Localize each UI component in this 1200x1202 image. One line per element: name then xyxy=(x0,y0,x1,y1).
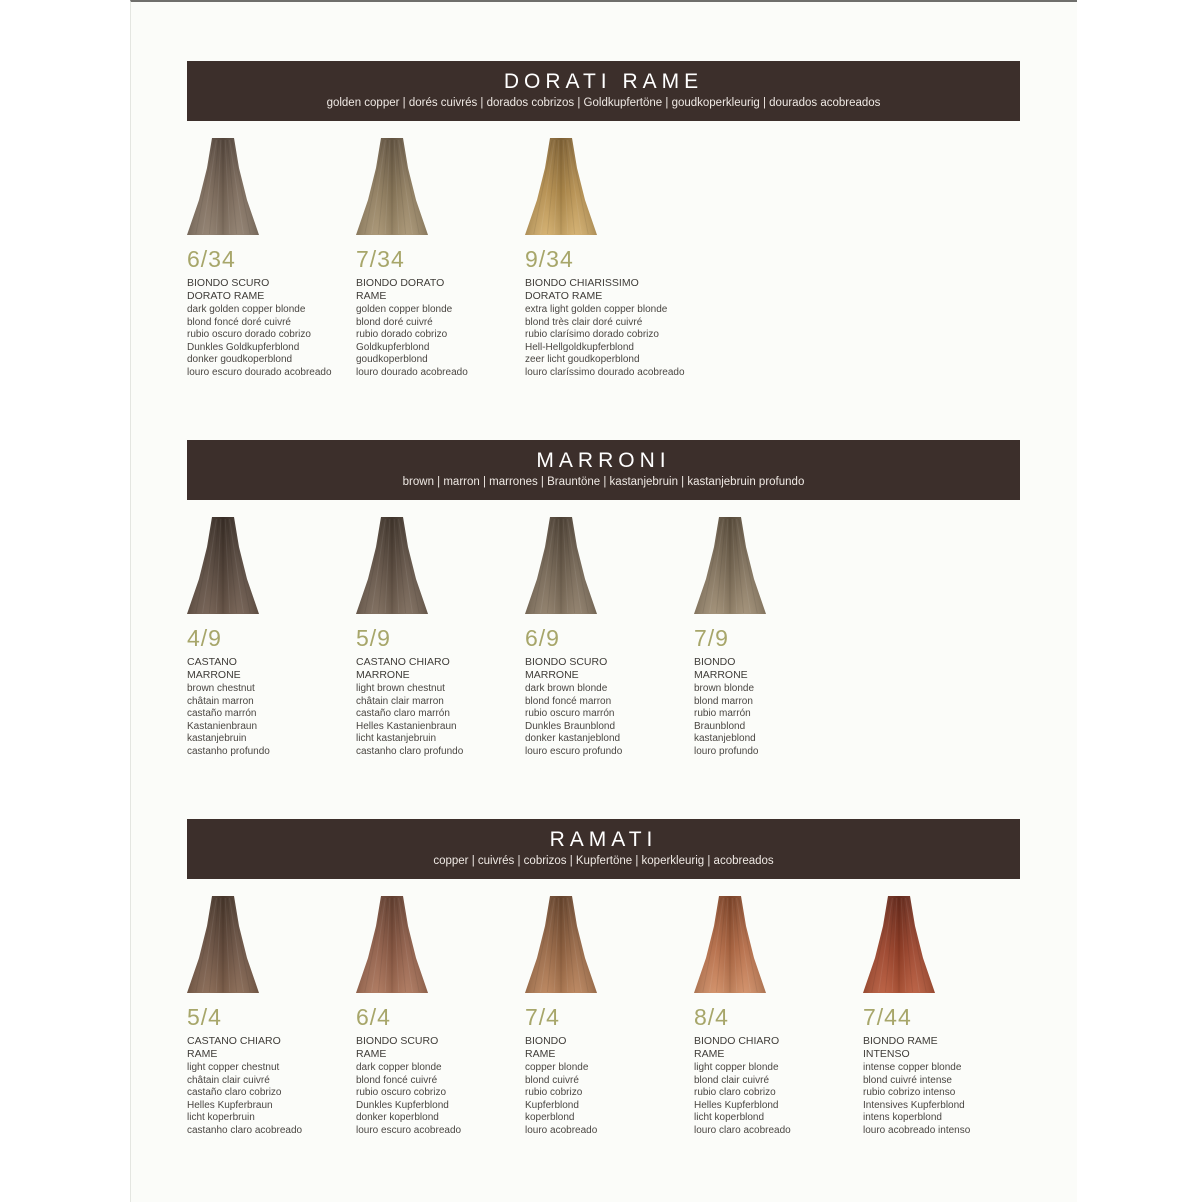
translation-line: châtain clair cuivré xyxy=(187,1074,270,1086)
translation-line: castanho claro acobreado xyxy=(187,1124,303,1136)
shade-name-line: RAME xyxy=(356,1048,387,1060)
shade-name-line: CASTANO CHIARO xyxy=(187,1035,281,1047)
translation-line: louro acobreado intenso xyxy=(863,1124,971,1136)
shade-name xyxy=(694,656,864,682)
hair-swatch xyxy=(694,517,766,615)
shade-name-line: RAME xyxy=(694,1048,725,1060)
shade-translations xyxy=(863,1062,1038,1138)
translation-line: castaño claro marrón xyxy=(356,708,450,720)
shade-translations xyxy=(187,1062,362,1138)
translation-line: blond très clair doré cuivré xyxy=(525,316,643,328)
translation-line: châtain clair marron xyxy=(356,695,444,707)
translation-line: Dunkles Braunblond xyxy=(525,720,616,732)
translation-line: goudkoperblond xyxy=(356,354,428,366)
section-banner xyxy=(187,819,1020,879)
translation-line: dark brown blonde xyxy=(525,683,608,694)
translation-line: castanho profundo xyxy=(187,745,270,757)
translation-line: louro acobreado xyxy=(525,1124,598,1136)
shade-name-line: BIONDO SCURO xyxy=(356,1035,439,1047)
shade-code: 6/4 xyxy=(356,1004,391,1030)
shade-code: 8/4 xyxy=(694,1004,729,1030)
shade-translations xyxy=(694,1062,869,1138)
hair-swatch xyxy=(356,517,428,615)
translation-line: louro escuro dourado acobreado xyxy=(187,366,332,378)
shade-code: 7/4 xyxy=(525,1004,560,1030)
translation-line: intens koperblond xyxy=(863,1112,942,1124)
shade-name-line: BIONDO xyxy=(694,656,736,668)
translation-line: zeer licht goudkoperblond xyxy=(525,354,640,366)
shade-name xyxy=(356,1035,526,1061)
translation-line: Dunkles Kupferblond xyxy=(356,1099,449,1111)
translation-line: rubio cobrizo intenso xyxy=(863,1087,956,1099)
shade-name-line: MARRONE xyxy=(356,669,410,681)
translation-line: donker goudkoperblond xyxy=(187,354,293,366)
shade-translations xyxy=(694,683,869,759)
shade-name xyxy=(525,1035,695,1061)
shade-name-line: BIONDO DORATO xyxy=(356,277,445,289)
shade-name xyxy=(187,656,357,682)
translation-line: castanho claro profundo xyxy=(356,745,464,757)
shade-code: 7/44 xyxy=(863,1004,912,1030)
translation-line: kastanjeblond xyxy=(694,733,756,745)
shade-code: 7/34 xyxy=(356,246,405,272)
shade-name xyxy=(356,656,526,682)
translation-line: Kupferblond xyxy=(525,1099,579,1111)
shade-name xyxy=(694,1035,864,1061)
translation-line: Goldkupferblond xyxy=(356,341,430,353)
translation-line: rubio oscuro dorado cobrizo xyxy=(187,329,311,341)
shade-code: 5/4 xyxy=(187,1004,222,1030)
shade-name-line: BIONDO xyxy=(525,1035,567,1047)
shade-name xyxy=(187,1035,357,1061)
translation-line: licht koperbruin xyxy=(187,1112,255,1124)
shade-translations xyxy=(525,683,700,759)
shade-code: 9/34 xyxy=(525,246,574,272)
translation-line: Helles Kupferblond xyxy=(694,1099,779,1111)
translation-line: louro claro acobreado xyxy=(694,1124,791,1136)
shade-name-line: BIONDO CHIARISSIMO xyxy=(525,277,639,289)
translation-line: licht kastanjebruin xyxy=(356,733,437,745)
translation-line: louro claríssimo dourado acobreado xyxy=(525,366,685,378)
shade-name-line: BIONDO CHIARO xyxy=(694,1035,780,1047)
shade-name xyxy=(187,277,357,303)
shade-translations xyxy=(525,304,700,380)
translation-line: rubio claro cobrizo xyxy=(694,1087,776,1099)
shade-name-line: BIONDO SCURO xyxy=(525,656,608,668)
shade-translations xyxy=(187,683,362,759)
translation-line: extra light golden copper blonde xyxy=(525,304,668,315)
translation-line: dark copper blonde xyxy=(356,1062,442,1073)
translation-line: Intensives Kupferblond xyxy=(863,1099,965,1111)
hair-swatch xyxy=(187,138,259,236)
shade-name xyxy=(525,277,695,303)
translation-line: Dunkles Goldkupferblond xyxy=(187,341,300,353)
shade-name-line: MARRONE xyxy=(187,669,241,681)
shade-name-line: RAME xyxy=(187,1048,218,1060)
translation-line: Kastanienbraun xyxy=(187,720,258,732)
translation-line: blond clair cuivré xyxy=(694,1074,770,1086)
shade-name-line: CASTANO xyxy=(187,656,237,668)
translation-line: Helles Kupferbraun xyxy=(187,1099,273,1111)
translation-line: châtain marron xyxy=(187,695,254,707)
section-banner xyxy=(187,61,1020,121)
translation-line: louro escuro acobreado xyxy=(356,1124,462,1136)
section-title: DORATI RAME xyxy=(503,70,704,93)
shade-translations xyxy=(525,1062,700,1138)
hair-swatch xyxy=(525,138,597,236)
shade-translations xyxy=(356,304,531,380)
shade-translations xyxy=(356,683,531,759)
translation-line: rubio oscuro cobrizo xyxy=(356,1087,447,1099)
translation-line: licht koperblond xyxy=(694,1112,765,1124)
translation-line: koperblond xyxy=(525,1112,575,1124)
section-title: RAMATI xyxy=(549,828,658,851)
translation-line: light copper chestnut xyxy=(187,1062,280,1073)
translation-line: kastanjebruin xyxy=(187,733,247,745)
translation-line: light brown chestnut xyxy=(356,683,445,694)
shade-name-line: RAME xyxy=(525,1048,556,1060)
translation-line: blond foncé cuivré xyxy=(356,1074,438,1086)
section-banner xyxy=(187,440,1020,500)
hair-swatch xyxy=(525,517,597,615)
shade-name-line: MARRONE xyxy=(525,669,579,681)
shade-name xyxy=(356,277,526,303)
translation-line: rubio oscuro marrón xyxy=(525,708,615,720)
hair-swatch xyxy=(187,896,259,994)
hair-swatch xyxy=(356,896,428,994)
translation-line: brown blonde xyxy=(694,683,755,694)
translation-line: donker koperblond xyxy=(356,1112,439,1124)
shade-translations xyxy=(356,1062,531,1138)
translation-line: intense copper blonde xyxy=(863,1062,962,1073)
section-subtitle: brown | marron | marrones | Brauntöne | kastanjebruin | kastanjebruin profundo xyxy=(402,476,805,488)
shade-name-line: RAME xyxy=(356,290,387,302)
hair-swatch xyxy=(863,896,935,994)
translation-line: rubio dorado cobrizo xyxy=(356,329,448,341)
translation-line: louro escuro profundo xyxy=(525,745,623,757)
translation-line: golden copper blonde xyxy=(356,304,453,315)
section-subtitle: golden copper | dorés cuivrés | dorados cobrizos | Goldkupfertöne | goudkoperkleurig | dourados acobreados xyxy=(326,97,881,109)
hair-swatch xyxy=(525,896,597,994)
translation-line: rubio cobrizo xyxy=(525,1087,583,1099)
translation-line: blond foncé marron xyxy=(525,695,612,707)
translation-line: blond cuivré intense xyxy=(863,1074,952,1086)
translation-line: blond foncé doré cuivré xyxy=(187,316,291,328)
translation-line: Helles Kastanienbraun xyxy=(356,720,457,732)
translation-line: brown chestnut xyxy=(187,683,255,694)
translation-line: Hell-Hellgoldkupferblond xyxy=(525,341,634,353)
shade-code: 7/9 xyxy=(694,625,729,651)
shade-name-line: BIONDO RAME xyxy=(863,1035,938,1047)
shade-name xyxy=(525,656,695,682)
translation-line: dark golden copper blonde xyxy=(187,304,306,315)
shade-code: 6/34 xyxy=(187,246,236,272)
hair-swatch xyxy=(356,138,428,236)
shade-name xyxy=(863,1035,1033,1061)
translation-line: louro profundo xyxy=(694,745,759,757)
translation-line: rubio marrón xyxy=(694,708,751,720)
translation-line: rubio clarísimo dorado cobrizo xyxy=(525,329,659,341)
shade-name-line: BIONDO SCURO xyxy=(187,277,270,289)
translation-line: copper blonde xyxy=(525,1062,589,1073)
section-title: MARRONI xyxy=(536,449,671,472)
shade-name-line: DORATO RAME xyxy=(187,290,265,302)
shade-name-line: CASTANO CHIARO xyxy=(356,656,450,668)
translation-line: light copper blonde xyxy=(694,1062,779,1073)
catalog-page xyxy=(130,0,1077,1202)
translation-line: Braunblond xyxy=(694,720,746,732)
shade-code: 5/9 xyxy=(356,625,391,651)
hair-swatch xyxy=(187,517,259,615)
section-subtitle: copper | cuivrés | cobrizos | Kupfertöne | koperkleurig | acobreados xyxy=(433,855,774,867)
translation-line: blond cuivré xyxy=(525,1074,579,1086)
shade-name-line: MARRONE xyxy=(694,669,748,681)
translation-line: donker kastanjeblond xyxy=(525,733,621,745)
translation-line: castaño claro cobrizo xyxy=(187,1087,282,1099)
translation-line: castaño marrón xyxy=(187,708,257,720)
shade-name-line: DORATO RAME xyxy=(525,290,603,302)
translation-line: louro dourado acobreado xyxy=(356,366,468,378)
translation-line: blond marron xyxy=(694,695,753,707)
translation-line: blond doré cuivré xyxy=(356,316,433,328)
shade-name-line: INTENSO xyxy=(863,1048,910,1060)
shade-code: 6/9 xyxy=(525,625,560,651)
hair-swatch xyxy=(694,896,766,994)
shade-code: 4/9 xyxy=(187,625,222,651)
shade-translations xyxy=(187,304,362,380)
